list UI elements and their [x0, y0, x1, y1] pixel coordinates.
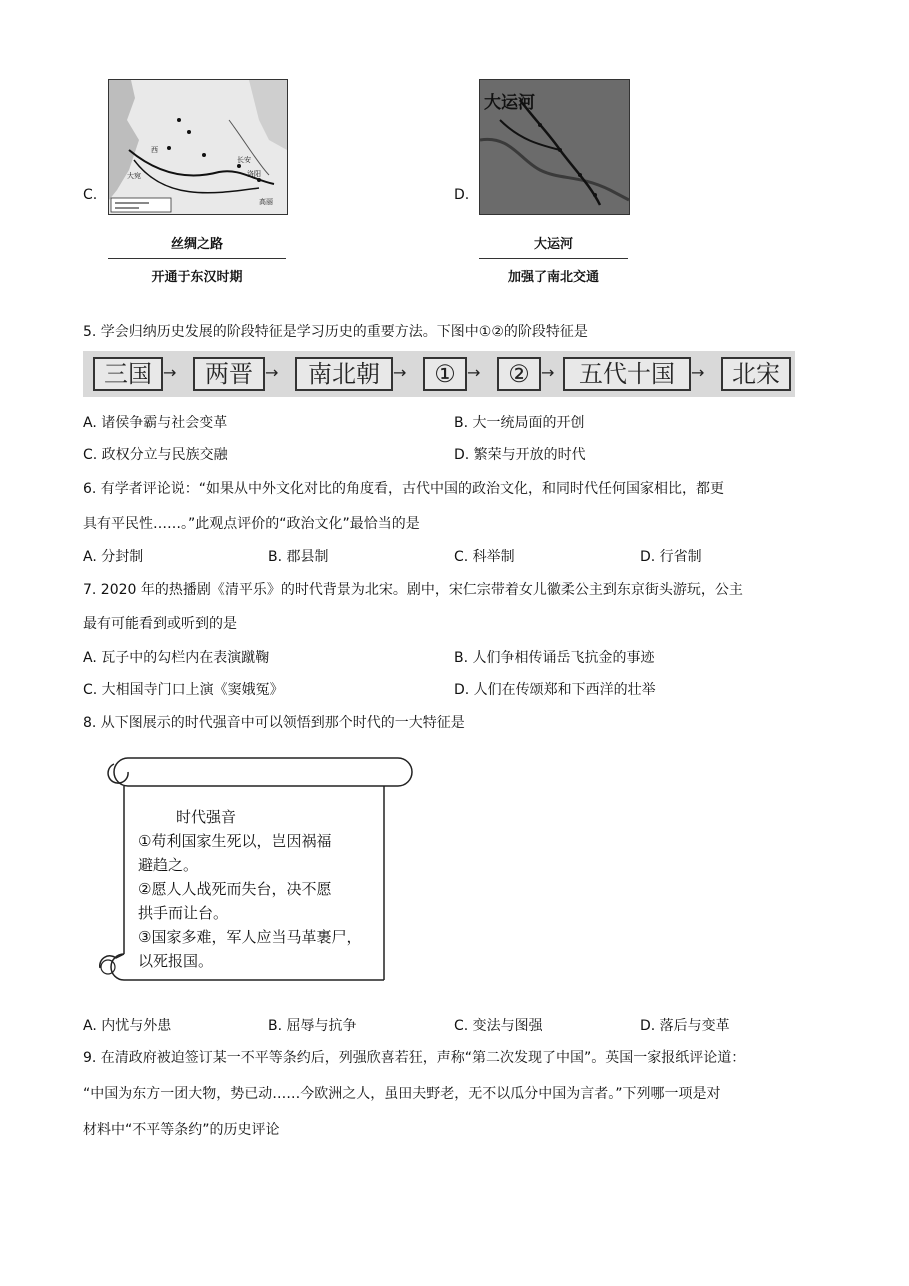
- q8-option-d[interactable]: D. 落后与变革: [640, 1018, 730, 1034]
- scroll-line: 以死报国。: [138, 952, 214, 970]
- q7-option-d[interactable]: D. 人们在传颂郑和下西洋的壮举: [454, 682, 656, 698]
- silk-road-map: [108, 79, 288, 215]
- map-label: 洛阳: [247, 170, 261, 178]
- q8-option-a[interactable]: A. 内忧与外患: [83, 1018, 172, 1034]
- q7-option-c[interactable]: C. 大相国寺门口上演《窦娥冤》: [83, 682, 284, 698]
- arrow-icon: →: [467, 363, 481, 382]
- arrow-icon: →: [163, 363, 177, 382]
- arrow-icon: →: [393, 363, 407, 382]
- arrow-icon: →: [691, 363, 705, 382]
- scroll-figure: [94, 756, 416, 986]
- q5-option-c[interactable]: C. 政权分立与民族交融: [83, 447, 228, 463]
- q6-option-d[interactable]: D. 行省制: [640, 549, 702, 565]
- q5-option-a[interactable]: A. 诸侯争霸与社会变革: [83, 415, 228, 431]
- grand-canal-map: [479, 79, 630, 215]
- q9-stem-line3: 材料中“不平等条约”的历史评论: [83, 1122, 280, 1138]
- flow-box: ②: [497, 357, 541, 391]
- q9-stem-line2: “中国为东方一团大物，势已动……今欧洲之人，虽田夫野老，无不以瓜分中国为言者。”下列哪一项是对: [83, 1086, 721, 1102]
- q7-option-b[interactable]: B. 人们争相传诵岳飞抗金的事迹: [454, 650, 655, 666]
- scroll-line: ②愿人人战死而失台，决不愿: [138, 880, 332, 898]
- map-label: 长安: [237, 156, 251, 164]
- silk-road-map-drawing: [109, 80, 287, 214]
- flow-box: 三国: [93, 357, 163, 391]
- q8-stem: 8. 从下图展示的时代强音中可以领悟到那个时代的一大特征是: [83, 715, 465, 731]
- scroll-title: 时代强音: [176, 808, 237, 826]
- option-d-letter: D.: [454, 187, 470, 203]
- arrow-icon: →: [265, 363, 279, 382]
- dynasty-flowchart: [83, 351, 795, 397]
- scroll-line: ①苟利国家生死以，岂因祸福: [138, 832, 332, 850]
- q6-stem-line2: 具有平民性……。”此观点评价的“政治文化”最恰当的是: [83, 516, 420, 532]
- flow-box: ①: [423, 357, 467, 391]
- q5-stem: 5. 学会归纳历史发展的阶段特征是学习历史的重要方法。下图中①②的阶段特征是: [83, 324, 588, 340]
- scroll-line: ③国家多难，军人应当马革裹尸，: [138, 928, 362, 946]
- option-d-caption-desc: 加强了南北交通: [507, 270, 599, 285]
- q5-option-d[interactable]: D. 繁荣与开放的时代: [454, 447, 586, 463]
- map-title: 大运河: [484, 93, 535, 113]
- option-c-caption-title: 丝绸之路: [170, 237, 223, 252]
- option-c-letter: C.: [83, 187, 98, 203]
- divider: [479, 258, 628, 259]
- q8-option-b[interactable]: B. 屈辱与抗争: [268, 1018, 357, 1034]
- scroll-line: 拱手而让台。: [138, 904, 229, 922]
- q9-stem-line1: 9. 在清政府被迫签订某一不平等条约后，列强欣喜若狂，声称“第二次发现了中国”。英国一家报纸评论道：: [83, 1050, 746, 1066]
- flow-box: 北宋: [721, 357, 791, 391]
- grand-canal-map-drawing: [480, 80, 629, 214]
- scroll-line: 避趋之。: [138, 856, 199, 874]
- q6-option-c[interactable]: C. 科举制: [454, 549, 515, 565]
- flow-box: 五代十国: [563, 357, 691, 391]
- map-label: 大宛: [127, 172, 141, 180]
- q6-stem-line1: 6. 有学者评论说：“如果从中外文化对比的角度看，古代中国的政治文化，和同时代任何国家相比，都更: [83, 481, 725, 497]
- map-label: 西: [151, 146, 158, 154]
- q6-option-a[interactable]: A. 分封制: [83, 549, 144, 565]
- q6-option-b[interactable]: B. 郡县制: [268, 549, 329, 565]
- q8-option-c[interactable]: C. 变法与图强: [454, 1018, 543, 1034]
- flow-box: 南北朝: [295, 357, 393, 391]
- divider: [108, 258, 286, 259]
- q7-option-a[interactable]: A. 瓦子中的勾栏内在表演蹴鞠: [83, 650, 270, 666]
- arrow-icon: →: [541, 363, 555, 382]
- flow-box: 两晋: [193, 357, 265, 391]
- option-c-caption-desc: 开通于东汉时期: [151, 270, 243, 285]
- q7-stem-line1: 7. 2020 年的热播剧《清平乐》的时代背景为北宋。剧中，宋仁宗带着女儿徽柔公主到东京街头游玩，公主: [83, 582, 743, 598]
- q7-stem-line2: 最有可能看到或听到的是: [83, 616, 237, 632]
- option-d-caption-title: 大运河: [533, 237, 573, 252]
- map-label: 高丽: [259, 198, 273, 206]
- q5-option-b[interactable]: B. 大一统局面的开创: [454, 415, 585, 431]
